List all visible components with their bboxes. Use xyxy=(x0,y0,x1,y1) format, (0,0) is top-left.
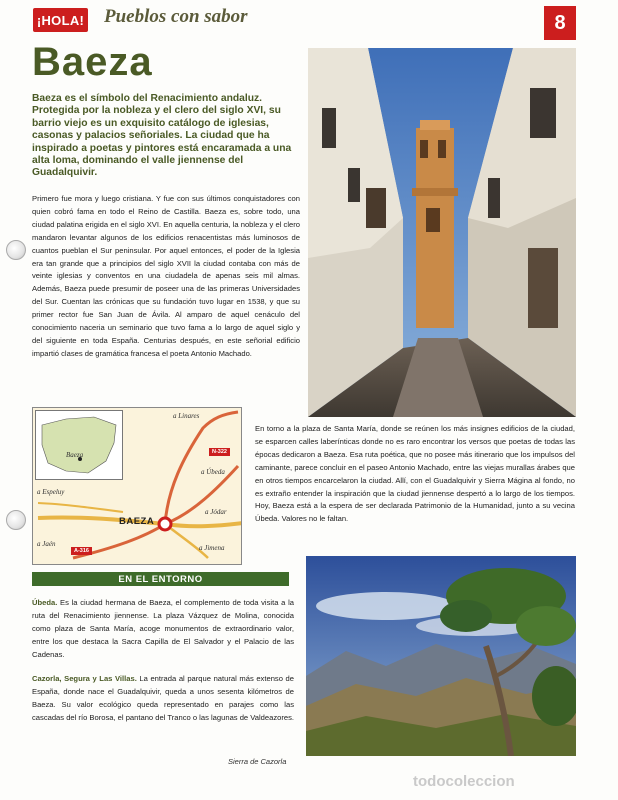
entorno-item-ubeda-title: Úbeda. xyxy=(32,598,58,607)
entorno-item-ubeda-text: Es la ciudad hermana de Baeza, el complemento de toda visita a la ruta del Renacimiento jiennense. La plaza Vázquez de Molina, conocida como plaza de Santa María, acoge monumentos de extraordinario valor, entre los que destaca la Sacra Capilla de El Salvador y el Palacio de las Cadenas. xyxy=(32,598,294,659)
binder-hole xyxy=(6,240,26,260)
map-label-jimena: a Jimena xyxy=(199,544,225,552)
map-label-espeluy: a Espeluy xyxy=(37,488,65,496)
street-photo xyxy=(308,48,576,417)
map-label-linares: a Linares xyxy=(173,412,200,420)
cazorla-photo xyxy=(306,556,576,756)
section-title: Pueblos con sabor xyxy=(104,6,248,27)
map-town-baeza: BAEZA xyxy=(119,516,155,527)
map-label-jaen: a Jaén xyxy=(37,540,56,548)
body-column-1: Primero fue mora y luego cristiana. Y fue con sus últimos conquistadores con quien cobró fama en todo el Reino de Castilla. Baeza es, sobre todo, una ciudad palatina erigida en el siglo XVI. En aquella centuria, la nobleza y el clero mandaron levantar algunos de los edificios renacentistas más luminosos de cuantos pueblan el Sur peninsular. Por aquel entonces, el poder de la Iglesia era tan grande que a principios del siglo XVII la ciudad contaba con más de veinte iglesias y conventos en una ciudadela de apenas seis mil almas. Además, Baeza puede presumir de poseer una de las primeras Universidades del Sur. Cuentan las crónicas que su fundación tuvo lugar en 1538, y que su primer rector fue San Juan de Ávila. Al amparo de aquel cenáculo del conocimiento naceria un seminario que tuvo fama a lo largo de aquel siglo y del siguiente en toda España. Centurias después, en este señorial edificio impartió clases de gramática francesa el poeta Antonio Machado. xyxy=(32,194,300,358)
entorno-item-cazorla-text: La entrada al parque natural más extenso de España, donde nace el Guadalquivir, queda a unos sesenta kilómetros de Baeza. Su valor ecológico queda representado en parajes como las cascadas del río Borosa, el pantano del Tranco o las lagunas de Valdeazores. xyxy=(32,674,295,722)
inset-baeza-label: Baeza xyxy=(66,451,84,459)
map-label-ubeda: a Úbeda xyxy=(201,468,225,476)
watermark: todocoleccion xyxy=(413,773,515,790)
body-column-2: En torno a la plaza de Santa María, donde se reúnen los más insignes edificios de la ciudad, se esparcen calles laberínticas donde no es raro encontrar los versos que poetas de todas las épocas dedicaron a Baeza. Esa ruta poética, que no posee más itinerario que los impulsos del caminante, parece concluir en el paseo Antonio Machado, entre las viejas murallas árabes que en otros tiempos encarcelaron la ciudad. Allí, con el Guadalquivir y Sierra Mágina al fondo, no es extraño entender la inspiración que la ciudad jiennense despertó a lo largo de los tiempos. Hoy, Baeza está a la espera de ser declarada Patrimonio de la Humanidad, junto a su vecina Úbeda. Valores no le faltan. xyxy=(255,424,575,524)
map-label-jodar: a Jódar xyxy=(205,508,227,516)
entorno-item-cazorla xyxy=(32,673,294,725)
entorno-item-ubeda xyxy=(32,597,294,662)
photo-caption: Sierra de Cazorla xyxy=(228,757,287,766)
entorno-item-cazorla-title: Cazorla, Segura y Las Villas. xyxy=(32,674,137,683)
page-number: 8 xyxy=(544,6,576,40)
entorno-header: EN EL ENTORNO xyxy=(32,572,289,586)
magazine-logo: ¡HOLA! xyxy=(33,8,88,32)
lead-paragraph: Baeza es el símbolo del Renacimiento andaluz. Protegida por la nobleza y el clero del siglo XVI, su barrio viejo es un exquisito catálogo de iglesias, casonas y palacios señoriales. La ciudad que ha inspirado a poetas y pintores está encaramada a una alta loma, dominando el valle jiennense del Guadalquivir. xyxy=(32,93,292,179)
spain-inset-map xyxy=(35,410,123,480)
location-map xyxy=(32,407,242,565)
binder-hole xyxy=(6,510,26,530)
road-badge-a316: A-316 xyxy=(71,547,92,555)
article-title: Baeza xyxy=(32,40,153,84)
road-badge-n322: N-322 xyxy=(209,448,230,456)
